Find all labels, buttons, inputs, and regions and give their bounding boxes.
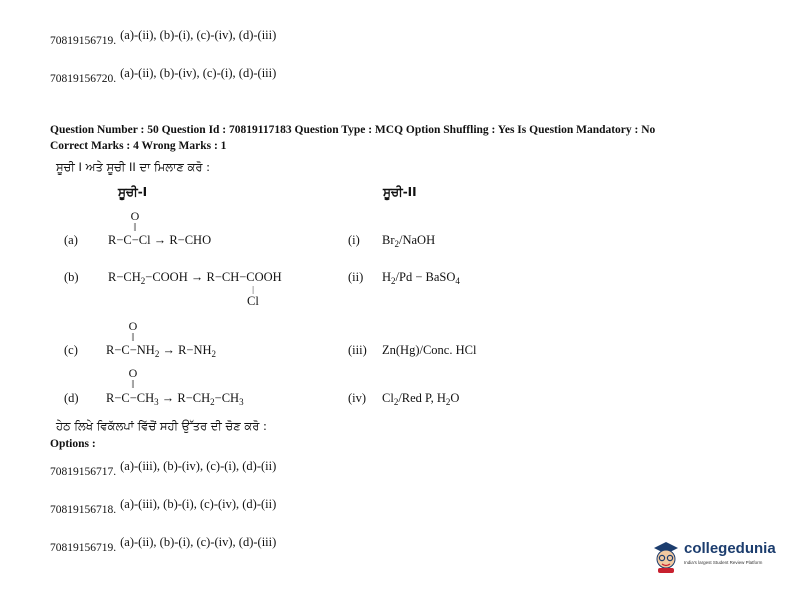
reaction-b: $R-CH_2-COOH$ → R−CH−COOH — [108, 270, 282, 286]
option-id: 70819156717. — [50, 466, 117, 478]
option-id: 70819156719. — [50, 35, 117, 47]
question-instruction: ਸੂਚੀ I ਅਤੇ ਸੂਚੀ II ਦਾ ਮਿਲਾਣ ਕਰੋ : — [56, 160, 210, 174]
list2-heading: ਸੂਚੀ-II — [383, 185, 417, 199]
roman-label: (iii) — [348, 343, 367, 357]
roman-label: (iv) — [348, 391, 367, 405]
double-bond: || — [131, 379, 135, 388]
question-header: Question Number : 50 Question Id : 70819117183 Question Type : MCQ Option Shuffling : Yes Is Question Mandatory : No — [50, 124, 656, 136]
single-bond: | — [252, 285, 254, 294]
option-text: (a)-(ii), (b)-(iv), (c)-(i), (d)-(iii) — [120, 66, 277, 80]
roman-label: (i) — [348, 233, 360, 247]
option-2[interactable] — [50, 497, 277, 518]
carbonyl-o: O — [128, 366, 138, 380]
option-text: (a)-(ii), (b)-(i), (c)-(iv), (d)-(iii) — [120, 28, 277, 42]
roman-label: (ii) — [348, 270, 364, 284]
reagent-iii: Zn(Hg)/Conc. HCl — [382, 343, 477, 357]
prev-option-2 — [50, 66, 277, 87]
row-label: (c) — [64, 343, 78, 357]
option-1[interactable] — [50, 459, 277, 480]
logo-name: collegedunia — [684, 540, 776, 557]
prev-option-1 — [50, 28, 277, 49]
choose-instruction: ਹੇਠ ਲਿਖੇ ਵਿਕੱਲਪਾਂ ਵਿੱਚੋਂ ਸਹੀ ਉੱਤਰ ਦੀ ਚੋਣ ਕਰੋ : — [56, 419, 267, 433]
carbonyl-o: O — [128, 319, 138, 333]
option-text: (a)-(iii), (b)-(iv), (c)-(i), (d)-(ii) — [120, 459, 277, 473]
option-text: (a)-(ii), (b)-(i), (c)-(iv), (d)-(iii) — [120, 535, 277, 549]
question-marks: Correct Marks : 4 Wrong Marks : 1 — [50, 140, 227, 152]
double-bond: || — [131, 332, 135, 341]
reagent-ii: $H_2/Pd$ − BaSO$_4$ — [382, 270, 460, 286]
reagent-iv: $Cl_2$/Red P, $H_2O$ — [382, 391, 460, 407]
option-id: 70819156720. — [50, 73, 117, 85]
option-text: (a)-(iii), (b)-(i), (c)-(iv), (d)-(ii) — [120, 497, 277, 511]
reaction-c: $R-C-NH_2 \to R-NH_2$ — [106, 343, 217, 359]
options-label: Options : — [50, 438, 96, 450]
option-id: 70819156719. — [50, 542, 117, 554]
list1-heading: ਸੂਚੀ-I — [118, 185, 148, 199]
option-3[interactable] — [50, 535, 277, 556]
option-id: 70819156718. — [50, 504, 117, 516]
reagent-i: $Br_2$/NaOH — [382, 233, 436, 249]
row-label: (b) — [64, 270, 79, 284]
substituent-cl: Cl — [247, 294, 259, 308]
reaction-a: R−C−Cl → R−CHO — [108, 233, 212, 247]
carbonyl-o: O — [130, 209, 140, 223]
reaction-d: $R-C-CH_3 \to R-CH_2-CH_3$ — [106, 391, 244, 407]
double-bond: || — [133, 222, 137, 231]
collegedunia-logo — [650, 538, 782, 578]
logo-tagline: India's largest Student Review Platform — [684, 560, 763, 565]
row-label: (a) — [64, 233, 78, 247]
row-label: (d) — [64, 391, 79, 405]
student-mascot-icon — [650, 540, 682, 574]
